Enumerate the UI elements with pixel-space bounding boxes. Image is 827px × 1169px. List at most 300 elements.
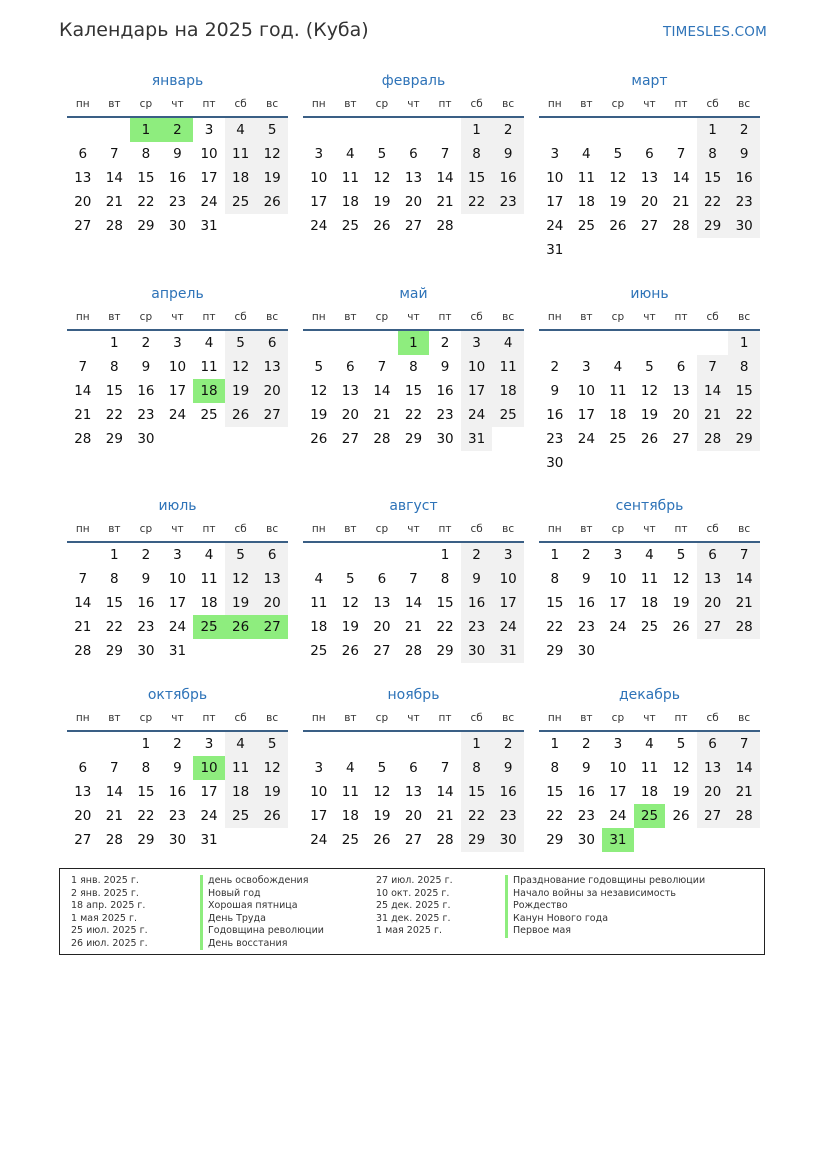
day-cell: 28 (404, 643, 423, 659)
day-cell: 24 (546, 218, 564, 234)
day-cell: 22 (697, 190, 729, 214)
legend-holiday-name: День восстания (200, 938, 324, 951)
day-cell: 3 (173, 335, 182, 351)
day-cell: 24 (310, 832, 328, 848)
day-cell: 24 (168, 407, 187, 423)
day-cell: 26 (640, 431, 659, 447)
week-row (539, 190, 760, 214)
day-cell: 27 (373, 643, 391, 659)
week-row (67, 828, 288, 852)
weekday-label: пн (547, 98, 562, 110)
legend-date: 1 мая 2025 г. (71, 912, 137, 924)
week-row (539, 238, 760, 262)
day-cell: 6 (377, 571, 387, 587)
day-cell: 3 (314, 146, 324, 162)
empty-cell (539, 118, 571, 142)
day-cell: 9 (440, 359, 450, 375)
day-cell: 30 (137, 431, 155, 447)
day-cell: 3 (492, 543, 524, 567)
week-row (303, 331, 524, 355)
day-cell: 8 (550, 571, 560, 587)
day-cell: 25 (640, 619, 659, 635)
day-cell: 7 (728, 543, 760, 567)
month-11 (303, 684, 524, 852)
day-cell: 10 (193, 756, 225, 780)
month-name: октябрь (147, 687, 208, 703)
empty-cell (429, 118, 461, 142)
day-cell: 23 (577, 808, 595, 824)
week-row (539, 355, 760, 379)
empty-cell (67, 543, 99, 567)
day-cell: 14 (105, 784, 123, 800)
week-row (303, 118, 524, 142)
empty-cell (634, 828, 666, 852)
weekday-label: сб (470, 712, 483, 724)
day-cell: 13 (373, 595, 391, 611)
week-row (303, 214, 524, 238)
weekday-header (67, 517, 288, 543)
day-cell: 5 (676, 547, 686, 563)
day-cell: 11 (225, 756, 257, 780)
week-row (67, 214, 288, 238)
day-cell: 2 (162, 118, 194, 142)
week-row (67, 118, 288, 142)
day-cell: 9 (141, 359, 151, 375)
weekday-label: ср (375, 712, 389, 724)
weekday-label: чт (407, 523, 420, 535)
weekday-header (539, 305, 760, 331)
legend-date: 31 дек. 2025 г. (376, 912, 451, 924)
day-cell: 16 (577, 595, 595, 611)
month-2 (303, 70, 524, 238)
day-cell: 13 (640, 170, 659, 186)
day-cell: 28 (74, 643, 92, 659)
day-cell: 22 (137, 808, 155, 824)
week-row (67, 804, 288, 828)
day-cell: 29 (137, 832, 155, 848)
empty-cell (602, 118, 634, 142)
empty-cell (665, 451, 697, 475)
week-row (67, 591, 288, 615)
empty-cell (398, 732, 430, 756)
day-cell: 13 (74, 784, 92, 800)
legend-date: 26 июл. 2025 г. (71, 937, 148, 949)
empty-cell (697, 331, 729, 355)
day-cell: 4 (204, 547, 214, 563)
day-cell: 25 (577, 218, 595, 234)
day-cell: 23 (168, 808, 187, 824)
day-cell: 1 (461, 732, 493, 756)
day-cell: 6 (78, 146, 88, 162)
weekday-label: чт (171, 523, 184, 535)
empty-cell (634, 639, 666, 663)
day-cell: 26 (225, 403, 257, 427)
day-cell: 26 (256, 190, 288, 214)
day-cell: 23 (168, 194, 187, 210)
day-cell: 6 (409, 146, 418, 162)
day-cell: 10 (492, 567, 524, 591)
day-cell: 4 (645, 736, 654, 752)
day-cell: 14 (74, 383, 92, 399)
legend-holiday-name: день освобождения (200, 875, 324, 888)
week-row (539, 379, 760, 403)
week-row (67, 756, 288, 780)
day-cell: 15 (105, 595, 123, 611)
weekday-label: сб (234, 311, 247, 323)
day-cell: 2 (173, 736, 182, 752)
day-cell: 6 (78, 760, 88, 776)
day-cell: 29 (546, 643, 564, 659)
day-cell: 23 (461, 615, 493, 639)
month-name: февраль (381, 73, 446, 89)
weekday-label: вт (344, 712, 357, 724)
day-cell: 3 (314, 760, 324, 776)
empty-cell (67, 331, 99, 355)
day-cell: 6 (676, 359, 686, 375)
legend-holiday-name: Рождество (505, 900, 705, 913)
day-cell: 24 (609, 619, 627, 635)
month-6 (539, 283, 760, 475)
day-cell: 22 (436, 619, 454, 635)
empty-cell (634, 238, 666, 262)
weekday-label: вс (266, 311, 279, 323)
day-cell: 29 (546, 832, 564, 848)
legend-holiday-name: Новый год (200, 888, 324, 901)
day-cell: 15 (546, 595, 564, 611)
day-cell: 5 (645, 359, 654, 375)
empty-cell (303, 732, 335, 756)
week-row (303, 591, 524, 615)
day-cell: 20 (404, 194, 423, 210)
month-10 (67, 684, 288, 852)
day-cell: 5 (377, 760, 387, 776)
day-cell: 3 (204, 736, 214, 752)
empty-cell (571, 331, 603, 355)
empty-cell (665, 828, 697, 852)
day-cell: 6 (645, 146, 654, 162)
month-name: сентябрь (615, 498, 684, 514)
day-cell: 14 (436, 784, 454, 800)
day-cell: 6 (346, 359, 355, 375)
week-row (303, 355, 524, 379)
day-cell: 5 (225, 331, 257, 355)
weekday-label: пт (674, 712, 688, 724)
day-cell: 19 (256, 780, 288, 804)
empty-cell (335, 118, 367, 142)
day-cell: 11 (200, 359, 218, 375)
day-cell: 14 (404, 595, 423, 611)
day-cell: 27 (341, 431, 359, 447)
legend-holiday-name: День Труда (200, 913, 324, 926)
day-cell: 16 (168, 784, 187, 800)
site-link[interactable]: TIMESLES.COM (663, 24, 767, 40)
weekday-header (303, 92, 524, 118)
day-cell: 28 (105, 218, 123, 234)
empty-cell (728, 238, 760, 262)
day-cell: 19 (672, 595, 690, 611)
day-cell: 16 (546, 407, 564, 423)
week-row (539, 118, 760, 142)
day-cell: 10 (609, 571, 627, 587)
day-cell: 25 (609, 431, 627, 447)
day-cell: 22 (728, 403, 760, 427)
empty-cell (539, 331, 571, 355)
weekday-label: пн (75, 311, 90, 323)
day-cell: 2 (440, 335, 450, 351)
day-cell: 24 (492, 615, 524, 639)
weekday-label: вс (502, 712, 515, 724)
day-cell: 2 (728, 118, 760, 142)
week-row (303, 166, 524, 190)
weekday-label: вс (502, 311, 515, 323)
day-cell: 30 (728, 214, 760, 238)
day-cell: 12 (225, 355, 257, 379)
week-row (303, 543, 524, 567)
month-name: август (389, 498, 438, 514)
day-cell: 12 (609, 170, 627, 186)
day-cell: 18 (609, 407, 627, 423)
day-cell: 13 (74, 170, 92, 186)
day-cell: 10 (461, 355, 493, 379)
day-cell: 25 (492, 403, 524, 427)
day-cell: 11 (341, 784, 359, 800)
day-cell: 7 (440, 146, 450, 162)
day-cell: 27 (404, 832, 423, 848)
day-cell: 20 (672, 407, 690, 423)
day-cell: 31 (200, 218, 218, 234)
day-cell: 19 (672, 784, 690, 800)
day-cell: 8 (141, 760, 151, 776)
weekday-label: чт (643, 311, 656, 323)
weekday-label: вс (738, 523, 751, 535)
day-cell: 5 (314, 359, 324, 375)
month-1 (67, 70, 288, 238)
weekday-label: вс (266, 712, 279, 724)
day-cell: 11 (310, 595, 328, 611)
weekday-label: пн (311, 712, 326, 724)
legend-date: 2 янв. 2025 г. (71, 887, 139, 899)
empty-cell (225, 214, 257, 238)
week-row (303, 567, 524, 591)
week-row (539, 214, 760, 238)
day-cell: 14 (105, 170, 123, 186)
day-cell: 10 (310, 784, 328, 800)
day-cell: 28 (728, 615, 760, 639)
day-cell: 21 (728, 591, 760, 615)
day-cell: 28 (697, 427, 729, 451)
week-row (67, 732, 288, 756)
weekday-label: сб (706, 98, 719, 110)
day-cell: 20 (74, 194, 92, 210)
weekday-label: вс (266, 98, 279, 110)
week-row (303, 804, 524, 828)
day-cell: 7 (409, 571, 418, 587)
day-cell: 23 (492, 804, 524, 828)
week-row (539, 567, 760, 591)
day-cell: 14 (697, 379, 729, 403)
day-cell: 9 (173, 146, 182, 162)
day-cell: 18 (492, 379, 524, 403)
legend-holiday-name: Празднование годовщины революции (505, 875, 705, 888)
empty-cell (366, 732, 398, 756)
day-cell: 9 (728, 142, 760, 166)
empty-cell (303, 331, 335, 355)
day-cell: 13 (672, 383, 690, 399)
weekday-label: вт (108, 523, 121, 535)
empty-cell (697, 451, 729, 475)
weekday-label: чт (407, 98, 420, 110)
day-cell: 21 (436, 194, 454, 210)
day-cell: 7 (377, 359, 387, 375)
day-cell: 14 (373, 383, 391, 399)
day-cell: 9 (550, 383, 560, 399)
weekday-label: вт (580, 712, 593, 724)
week-row (303, 190, 524, 214)
month-9 (539, 495, 760, 663)
legend-date: 1 янв. 2025 г. (71, 875, 139, 886)
day-cell: 21 (672, 194, 690, 210)
weekday-label: пн (311, 523, 326, 535)
day-cell: 20 (697, 780, 729, 804)
day-cell: 11 (609, 383, 627, 399)
day-cell: 16 (728, 166, 760, 190)
weekday-label: пт (202, 98, 216, 110)
empty-cell (461, 214, 493, 238)
day-cell: 24 (200, 194, 218, 210)
day-cell: 12 (310, 383, 328, 399)
holiday-legend (59, 868, 765, 955)
day-cell: 5 (613, 146, 623, 162)
day-cell: 21 (74, 407, 92, 423)
day-cell: 24 (461, 403, 493, 427)
day-cell: 26 (310, 431, 328, 447)
day-cell: 29 (105, 643, 123, 659)
empty-cell (256, 828, 288, 852)
day-cell: 23 (137, 407, 155, 423)
month-name: ноябрь (387, 687, 440, 703)
day-cell: 9 (492, 142, 524, 166)
weekday-label: ср (611, 98, 625, 110)
day-cell: 13 (404, 784, 423, 800)
day-cell: 22 (404, 407, 423, 423)
week-row (67, 331, 288, 355)
month-name: март (631, 73, 668, 89)
day-cell: 16 (137, 383, 155, 399)
weekday-header (67, 92, 288, 118)
day-cell: 24 (168, 619, 187, 635)
day-cell: 17 (546, 194, 564, 210)
week-row (539, 543, 760, 567)
day-cell: 17 (310, 808, 328, 824)
day-cell: 18 (640, 595, 659, 611)
weekday-label: вт (344, 98, 357, 110)
day-cell: 1 (110, 547, 119, 563)
day-cell: 8 (461, 142, 493, 166)
empty-cell (571, 451, 603, 475)
empty-cell (256, 427, 288, 451)
day-cell: 8 (110, 571, 119, 587)
day-cell: 28 (105, 832, 123, 848)
day-cell: 17 (492, 591, 524, 615)
weekday-label: ср (139, 311, 153, 323)
day-cell: 26 (672, 808, 690, 824)
empty-cell (697, 238, 729, 262)
day-cell: 25 (200, 407, 218, 423)
day-cell: 30 (546, 455, 564, 471)
day-cell: 10 (168, 359, 187, 375)
day-cell: 6 (697, 732, 729, 756)
day-cell: 2 (492, 118, 524, 142)
day-cell: 31 (602, 828, 634, 852)
weekday-label: сб (470, 523, 483, 535)
day-cell: 12 (373, 784, 391, 800)
day-cell: 24 (609, 808, 627, 824)
day-cell: 29 (404, 431, 423, 447)
day-cell: 30 (577, 832, 595, 848)
week-row (67, 639, 288, 663)
day-cell: 30 (168, 218, 187, 234)
day-cell: 25 (193, 615, 225, 639)
day-cell: 10 (577, 383, 595, 399)
weekday-label: ср (611, 712, 625, 724)
empty-cell (366, 331, 398, 355)
day-cell: 31 (492, 639, 524, 663)
weekday-label: чт (407, 712, 420, 724)
day-cell: 6 (256, 331, 288, 355)
month-7 (67, 495, 288, 663)
empty-cell (303, 543, 335, 567)
month-name: июнь (630, 286, 669, 302)
weekday-label: пт (202, 523, 216, 535)
empty-cell (492, 214, 524, 238)
day-cell: 7 (676, 146, 686, 162)
day-cell: 28 (74, 431, 92, 447)
day-cell: 1 (461, 118, 493, 142)
legend-dates-left (71, 875, 148, 950)
day-cell: 13 (697, 756, 729, 780)
day-cell: 29 (728, 427, 760, 451)
weekday-label: сб (706, 712, 719, 724)
day-cell: 4 (613, 359, 623, 375)
day-cell: 17 (200, 784, 218, 800)
weekday-label: пн (547, 523, 562, 535)
day-cell: 24 (577, 431, 595, 447)
week-row (539, 828, 760, 852)
day-cell: 15 (137, 784, 155, 800)
weekday-label: сб (234, 712, 247, 724)
empty-cell (728, 639, 760, 663)
legend-date: 27 июл. 2025 г. (376, 875, 453, 886)
week-row (67, 190, 288, 214)
month-4 (67, 283, 288, 451)
week-row (67, 427, 288, 451)
week-row (539, 142, 760, 166)
empty-cell (634, 118, 666, 142)
day-cell: 18 (310, 619, 328, 635)
month-12 (539, 684, 760, 852)
empty-cell (225, 427, 257, 451)
empty-cell (335, 331, 367, 355)
weekday-label: пн (75, 712, 90, 724)
day-cell: 22 (137, 194, 155, 210)
day-cell: 14 (672, 170, 690, 186)
empty-cell (571, 238, 603, 262)
day-cell: 28 (436, 218, 454, 234)
day-cell: 16 (137, 595, 155, 611)
day-cell: 15 (697, 166, 729, 190)
weekday-label: пн (547, 712, 562, 724)
empty-cell (697, 828, 729, 852)
